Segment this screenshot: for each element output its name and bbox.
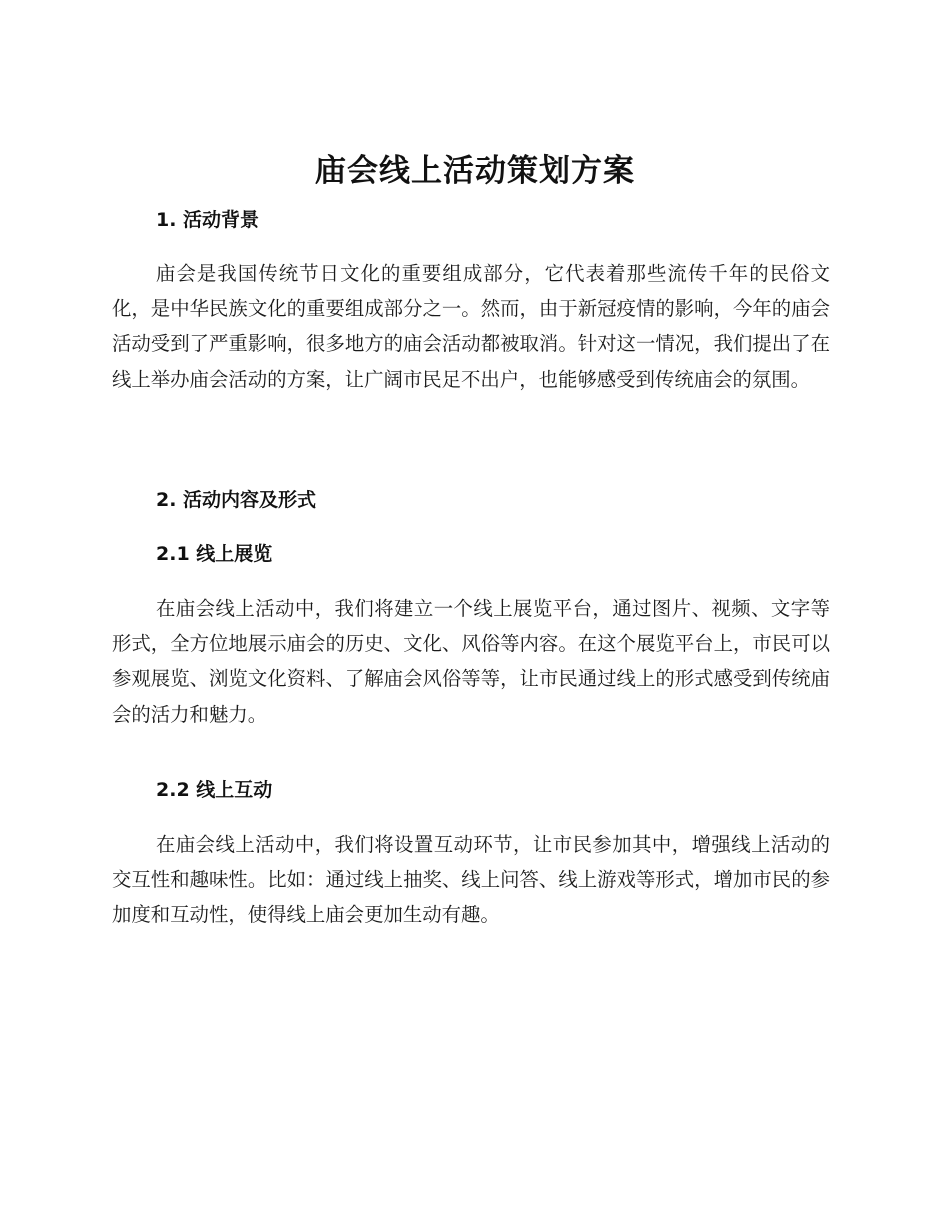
section-heading-online-exhibition: 2.1 线上展览 bbox=[156, 543, 273, 565]
section-paragraph-online-exhibition: 在庙会线上活动中，我们将建立一个线上展览平台，通过图片、视频、文字等形式，全方位地展示庙会的历史、文化、风俗等内容。在这个展览平台上，市民可以参观展览、浏览文化资料、了解庙会风俗等等，让市民通过线上的形式感受到传统庙会的活力和魅力。 bbox=[112, 597, 830, 726]
document-title: 庙会线上活动策划方案 bbox=[315, 153, 635, 189]
section-paragraph-online-interaction: 在庙会线上活动中，我们将设置互动环节，让市民参加其中，增强线上活动的交互性和趣味性。比如：通过线上抽奖、线上问答、线上游戏等形式，增加市民的参加度和互动性，使得线上庙会更加生动有趣。 bbox=[112, 833, 830, 927]
section-heading-online-interaction: 2.2 线上互动 bbox=[156, 779, 273, 801]
section-heading-background: 1. 活动背景 bbox=[156, 209, 260, 231]
section-heading-content-and-format: 2. 活动内容及形式 bbox=[156, 489, 317, 511]
section-paragraph-background: 庙会是我国传统节日文化的重要组成部分，它代表着那些流传千年的民俗文化，是中华民族文化的重要组成部分之一。然而，由于新冠疫情的影响，今年的庙会活动受到了严重影响，很多地方的庙会活动都被取消。针对这一情况，我们提出了在线上举办庙会活动的方案，让广阔市民足不出户，也能够感受到传统庙会的氛围。 bbox=[112, 262, 830, 391]
